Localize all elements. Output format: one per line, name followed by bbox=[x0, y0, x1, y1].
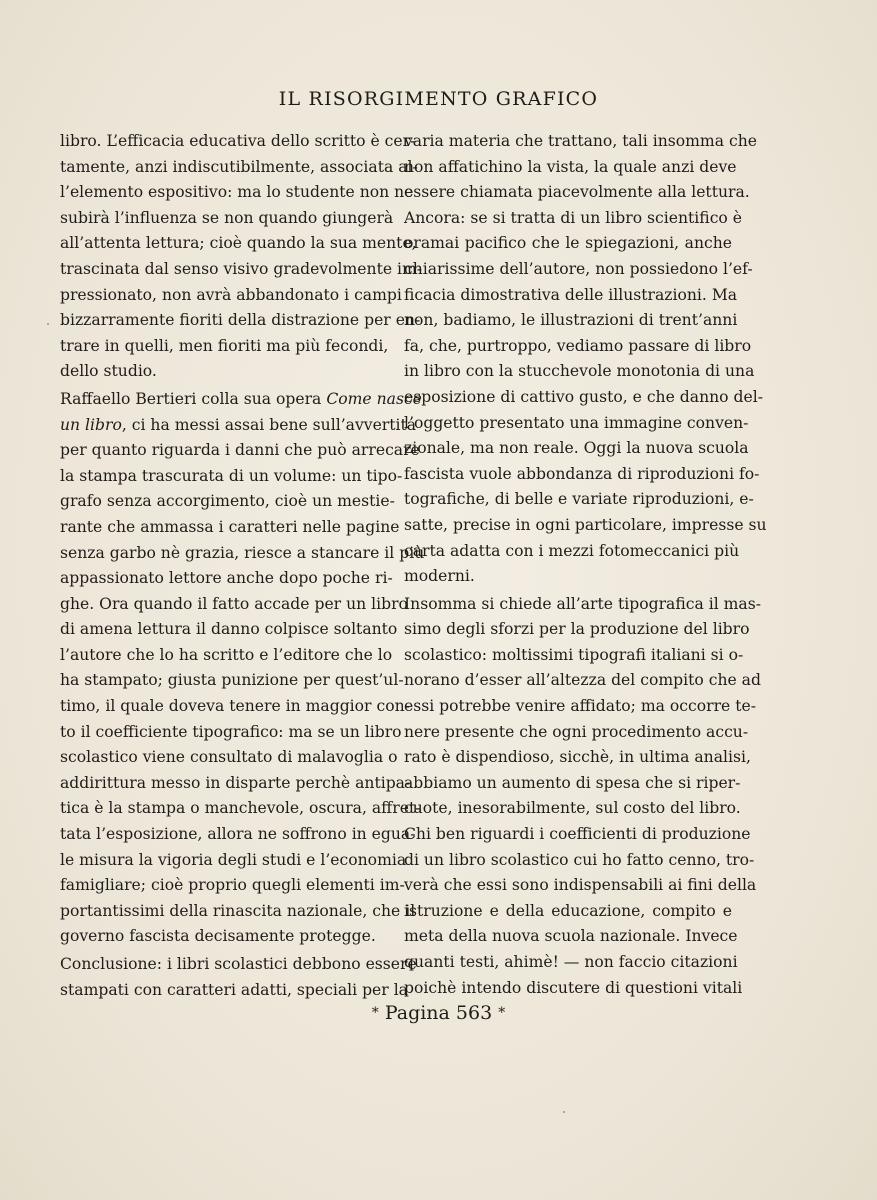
left-column-line bbox=[60, 592, 408, 618]
line-text: istruzione e della educazione, compito e bbox=[404, 901, 732, 920]
line-text: Ancora: se si tratta di un libro scientifico è bbox=[404, 208, 743, 227]
line-text: esposizione di cattivo gusto, e che danno del- bbox=[404, 387, 763, 406]
left-column-line bbox=[60, 413, 417, 439]
right-column-line bbox=[404, 848, 755, 874]
line-text: tografiche, di belle e variate riproduzioni, e- bbox=[404, 490, 754, 509]
left-column-line bbox=[60, 822, 416, 848]
line-text: grafo senza accorgimento, cioè un mestie- bbox=[60, 492, 395, 511]
line-text: ghe. Ora quando il fatto accade per un libro bbox=[60, 594, 408, 613]
right-column-line bbox=[404, 694, 757, 720]
line-text: oramai pacifico che le spiegazioni, anche bbox=[404, 234, 732, 253]
left-column-line bbox=[60, 720, 402, 746]
line-text: satte, precise in ogni particolare, impresse su bbox=[404, 515, 767, 534]
line-text: di un libro scolastico cui ho fatto cenno, tro- bbox=[404, 850, 755, 869]
line-text: scolastico: moltissimi tipografi italiani si o- bbox=[404, 645, 744, 664]
left-column-line bbox=[60, 978, 408, 1004]
line-text: subirà l’influenza se non quando giungerà bbox=[60, 208, 394, 227]
right-column-line bbox=[404, 283, 738, 309]
left-column-line bbox=[60, 873, 405, 899]
line-text: addirittura messo in disparte perchè antipa- bbox=[60, 773, 411, 792]
left-column-line bbox=[60, 257, 423, 283]
line-text: nere presente che ogni procedimento accu- bbox=[404, 722, 749, 741]
line-text: verà che essi sono indispensabili ai fini della bbox=[404, 876, 757, 895]
right-column-line bbox=[404, 513, 767, 539]
right-column-line bbox=[404, 822, 751, 848]
line-text: simo degli sforzi per la produzione del libro bbox=[404, 620, 750, 639]
line-text: l’oggetto presentato una immagine conven- bbox=[404, 413, 749, 432]
line-text: libro. L’efficacia educativa dello scritto è cer- bbox=[60, 132, 416, 150]
line-text: essi potrebbe venire affidato; ma occorre te- bbox=[404, 697, 757, 716]
left-text-column bbox=[60, 129, 425, 1003]
line-text: norano d’esser all’altezza del compito che ad bbox=[404, 671, 761, 690]
line-text: non, badiamo, le illustrazioni di trent’anni bbox=[404, 311, 738, 330]
folio-label: Pagina 563 bbox=[384, 1002, 493, 1024]
right-column-line bbox=[404, 206, 743, 232]
line-text: stampati con caratteri adatti, speciali per la bbox=[60, 980, 408, 999]
right-column-line bbox=[404, 796, 741, 822]
line-text: portantissimi della rinascita nazionale, che il bbox=[60, 901, 416, 920]
left-column-line bbox=[60, 899, 416, 925]
left-column-line bbox=[60, 231, 417, 257]
right-column-line bbox=[404, 771, 741, 797]
line-text: quanti testi, ahimè! — non faccio citazioni bbox=[404, 953, 738, 971]
line-text: Conclusione: i libri scolastici debbono essere bbox=[60, 955, 417, 973]
line-text: appassionato lettore anche dopo poche ri- bbox=[60, 569, 393, 588]
line-text: to il coefficiente tipografico: ma se un libro bbox=[60, 722, 402, 741]
right-column-line bbox=[404, 617, 750, 643]
right-column-line bbox=[404, 592, 761, 618]
line-text: bizzarramente fioriti della distrazione per en- bbox=[60, 311, 421, 330]
line-text: varia materia che trattano, tali insomma che bbox=[404, 132, 757, 150]
right-column-line bbox=[404, 436, 749, 462]
paper-speck bbox=[563, 1111, 565, 1113]
line-text: di amena lettura il danno colpisce soltanto bbox=[60, 620, 398, 639]
line-text: l’elemento espositivo: ma lo studente non ne bbox=[60, 183, 414, 202]
right-column-line bbox=[404, 950, 738, 976]
line-text: tica è la stampa o manchevole, oscura, affret- bbox=[60, 799, 421, 818]
paper-speck bbox=[47, 323, 49, 325]
line-text: la stampa trascurata di un volume: un tipo- bbox=[60, 466, 403, 485]
line-text: rato è dispendioso, sicchè, in ultima analisi, bbox=[404, 748, 751, 767]
left-column-line bbox=[60, 771, 411, 797]
line-text: essere chiamata piacevolmente alla lettura. bbox=[404, 183, 750, 202]
left-column-line bbox=[60, 283, 402, 309]
right-column-line bbox=[404, 564, 732, 590]
line-text: cuote, inesorabilmente, sul costo del libro. bbox=[404, 799, 741, 818]
line-text: trare in quelli, men fioriti ma più fecondi, bbox=[60, 336, 389, 355]
line-text: all’attenta lettura; cioè quando la sua mente, bbox=[60, 234, 417, 253]
line-text: l’autore che lo ha scritto e l’editore che lo bbox=[60, 645, 393, 664]
line-text: per quanto riguarda i danni che può arrecare bbox=[60, 441, 420, 460]
left-column-line bbox=[60, 924, 388, 950]
line-text: , ci ha messi assai bene sull’avvertita bbox=[121, 415, 417, 434]
line-text: Raffaello Bertieri colla sua opera bbox=[60, 389, 327, 408]
left-column-line bbox=[60, 643, 393, 669]
left-column-line bbox=[60, 796, 421, 822]
line-text: ha stampato; giusta punizione per quest’ul- bbox=[60, 671, 404, 690]
left-column-line bbox=[60, 206, 394, 232]
line-text: rante che ammassa i caratteri nelle pagine bbox=[60, 517, 400, 536]
line-text: in libro con la stucchevole monotonia di una bbox=[404, 362, 755, 381]
right-column-line bbox=[404, 231, 732, 257]
line-text: timo, il quale doveva tenere in maggior con- bbox=[60, 697, 410, 716]
line-text: fa, che, purtroppo, vediamo passare di libro bbox=[404, 336, 752, 355]
line-text: scolastico viene consultato di malavoglia o bbox=[60, 748, 398, 767]
right-column-line bbox=[404, 462, 760, 488]
line-text: chiarissime dell’autore, non possiedono l’ef- bbox=[404, 259, 753, 278]
right-column-line bbox=[404, 385, 763, 411]
line-text: pressionato, non avrà abbandonato i campi bbox=[60, 285, 402, 304]
line-text: non affatichino la vista, la quale anzi deve bbox=[404, 157, 737, 176]
right-column-line bbox=[404, 899, 732, 925]
left-column-line bbox=[60, 387, 422, 413]
left-column-line bbox=[60, 438, 420, 464]
right-column-line bbox=[404, 643, 744, 669]
left-column-line bbox=[60, 745, 398, 771]
left-column-line bbox=[60, 515, 400, 541]
left-column-line bbox=[60, 952, 417, 978]
running-head: IL RISORGIMENTO GRAFICO bbox=[278, 88, 599, 110]
folio-star-left: * bbox=[371, 1005, 379, 1021]
line-text: senza garbo nè grazia, riesce a stancare il più bbox=[60, 543, 425, 562]
left-column-line bbox=[60, 694, 410, 720]
line-text: abbiamo un aumento di spesa che si riper- bbox=[404, 773, 741, 792]
left-column-line bbox=[60, 848, 407, 874]
left-column-line bbox=[60, 617, 398, 643]
right-column-line bbox=[404, 487, 754, 513]
line-text: le misura la vigoria degli studi e l’economia bbox=[60, 850, 407, 869]
left-column-line bbox=[60, 155, 418, 181]
left-column-line bbox=[60, 668, 404, 694]
line-text: tamente, anzi indiscutibilmente, associata al- bbox=[60, 157, 418, 176]
left-column-line bbox=[60, 334, 388, 360]
left-column-line bbox=[60, 566, 393, 592]
right-column-line bbox=[404, 334, 752, 360]
italic-title: Come nasce bbox=[326, 389, 422, 408]
line-text: trascinata dal senso visivo gradevolmente im- bbox=[60, 259, 423, 278]
line-text: Chi ben riguardi i coefficienti di produzione bbox=[404, 825, 751, 844]
folio-star-right: * bbox=[498, 1005, 506, 1021]
right-column-line bbox=[404, 257, 753, 283]
line-text: dello studio. bbox=[60, 362, 157, 381]
line-text: fascista vuole abbondanza di riproduzioni fo- bbox=[404, 464, 760, 483]
right-text-column bbox=[404, 129, 767, 1001]
right-column-line bbox=[404, 924, 738, 950]
left-column-line bbox=[60, 464, 403, 490]
line-text: zionale, ma non reale. Oggi la nuova scuola bbox=[404, 439, 749, 458]
left-column-line bbox=[60, 489, 395, 515]
left-column-line bbox=[60, 541, 425, 567]
line-text: governo fascista decisamente protegge. bbox=[60, 927, 376, 946]
left-column-line bbox=[60, 359, 388, 385]
line-text: famigliare; cioè proprio quegli elementi im- bbox=[60, 876, 405, 895]
right-column-line bbox=[404, 180, 750, 206]
left-column-line bbox=[60, 308, 421, 334]
right-column-line bbox=[404, 976, 743, 1002]
line-text: tata l’esposizione, allora ne soffrono in egua- bbox=[60, 825, 416, 844]
line-text: Insomma si chiede all’arte tipografica il mas- bbox=[404, 594, 761, 613]
line-text: ficacia dimostrativa delle illustrazioni. Ma bbox=[404, 285, 738, 304]
line-text: meta della nuova scuola nazionale. Invece bbox=[404, 927, 738, 946]
right-column-line bbox=[404, 411, 749, 437]
page-number bbox=[0, 1002, 877, 1024]
italic-title: un libro bbox=[60, 415, 122, 434]
right-column-line bbox=[404, 155, 737, 181]
right-column-line bbox=[404, 873, 757, 899]
line-text: poichè intendo discutere di questioni vitali bbox=[404, 978, 743, 997]
right-column-line bbox=[404, 359, 755, 385]
right-column-line bbox=[404, 129, 757, 155]
right-column-line bbox=[404, 745, 751, 771]
left-column-line bbox=[60, 129, 416, 155]
right-column-line bbox=[404, 720, 749, 746]
line-text: carta adatta con i mezzi fotomeccanici più bbox=[404, 541, 740, 560]
right-column-line bbox=[404, 668, 761, 694]
line-text: moderni. bbox=[404, 567, 475, 586]
right-column-line bbox=[404, 539, 740, 565]
left-column-line bbox=[60, 180, 414, 206]
right-column-line bbox=[404, 308, 738, 334]
